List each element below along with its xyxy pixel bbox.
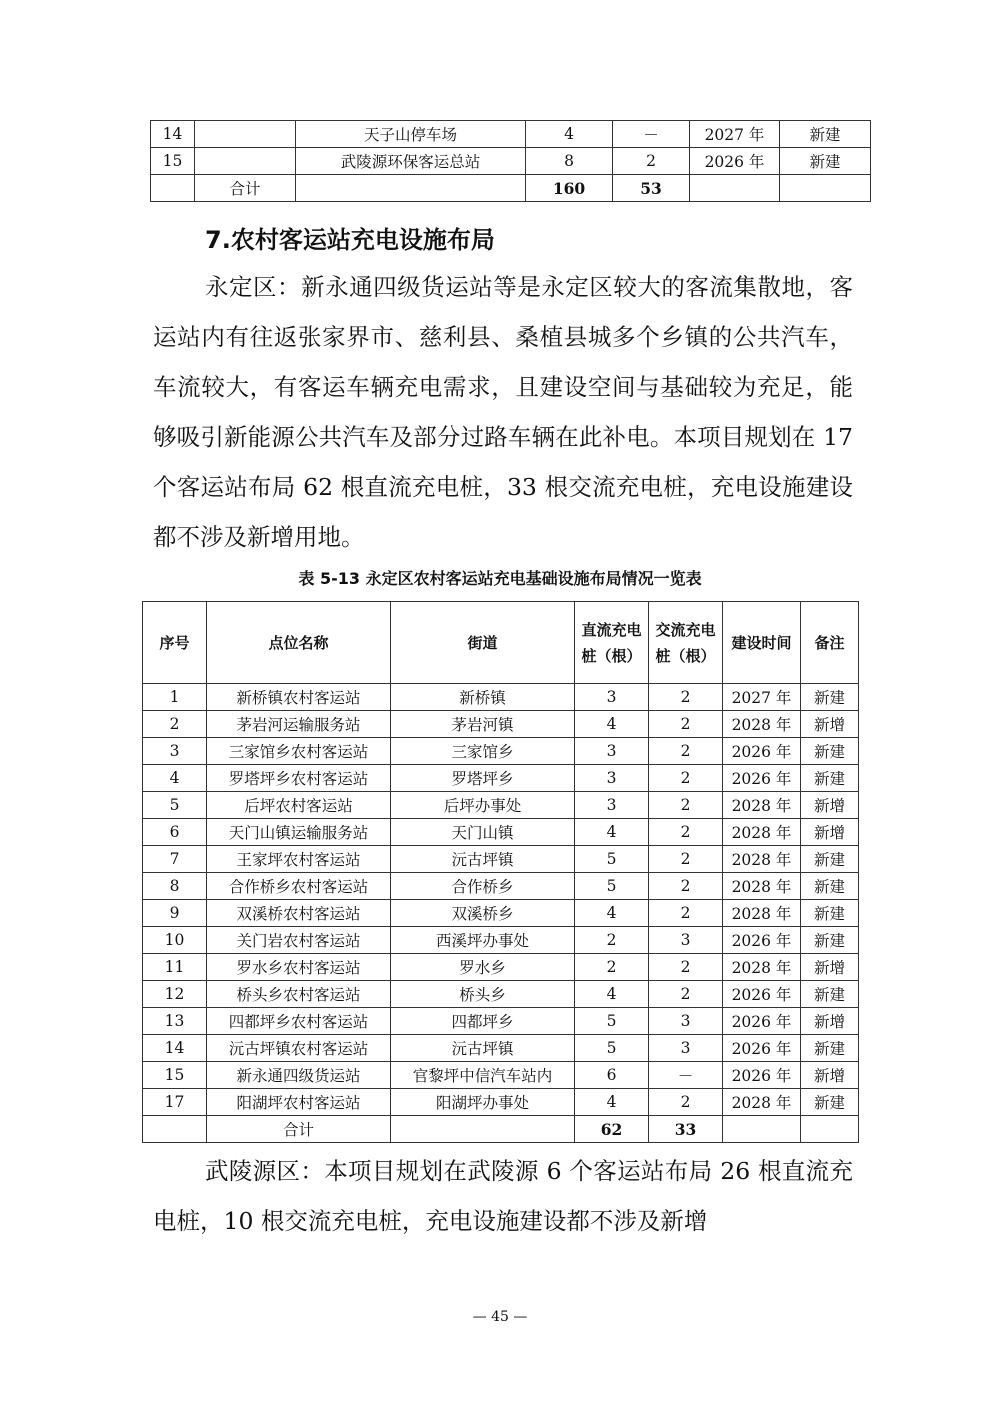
table-cell [151,175,195,202]
table-cell: 王家坪农村客运站 [207,846,391,873]
table-cell: 2026 年 [723,1062,801,1089]
table-cell: 4 [575,1089,649,1116]
table-cell: 5 [575,1035,649,1062]
table-cell: 3 [575,792,649,819]
table-cell: 沅古坪镇 [391,846,575,873]
table-cell: 2026 年 [723,1035,801,1062]
table-cell: 33 [649,1116,723,1143]
table-row [143,684,859,711]
table-cell: 4 [575,819,649,846]
table-cell: 西溪坪办事处 [391,927,575,954]
section-heading: 7.农村客运站充电设施布局 [205,226,495,254]
table-cell [296,175,526,202]
table-row [143,792,859,819]
header-row [143,602,859,684]
table-cell: 15 [151,148,195,175]
table-cell: 8 [526,148,613,175]
table-cell: 新建 [801,765,859,792]
column-header: 建设时间 [723,602,801,684]
table-cell: 14 [143,1035,207,1062]
table-cell: 12 [143,981,207,1008]
table-cell: 62 [575,1116,649,1143]
table-cell: 3 [575,684,649,711]
table-cell: 2 [649,954,723,981]
table-cell: 4 [143,765,207,792]
table-cell [801,1116,859,1143]
table-row [143,981,859,1008]
table-cell: 2 [649,765,723,792]
table-row [143,1035,859,1062]
table-cell [195,148,296,175]
table-cell: 7 [143,846,207,873]
table-cell: 四都坪乡农村客运站 [207,1008,391,1035]
table-cell: 3 [649,1008,723,1035]
table-cell: 2026 年 [690,148,780,175]
table-cell: 沅古坪镇 [391,1035,575,1062]
table-cell: 茅岩河运输服务站 [207,711,391,738]
table-cell: 茅岩河镇 [391,711,575,738]
table-cell: 2026 年 [723,927,801,954]
table-cell [143,1116,207,1143]
table-cell: 新建 [801,846,859,873]
table-cell: 5 [143,792,207,819]
table-cell: － [613,121,690,148]
table-cell: 合计 [207,1116,391,1143]
column-header: 点位名称 [207,602,391,684]
table-cell: 新永通四级货运站 [207,1062,391,1089]
table-cell: 2028 年 [723,873,801,900]
table-cell: 5 [575,873,649,900]
table-cell: 2 [649,1089,723,1116]
table-row [143,954,859,981]
table-cell: 4 [526,121,613,148]
table-cell [391,1116,575,1143]
table-cell: 2026 年 [723,738,801,765]
table-row [151,121,871,148]
table-cell: 新建 [801,1035,859,1062]
table-row [143,1089,859,1116]
table-cell: 2026 年 [723,981,801,1008]
table-cell: 双溪桥农村客运站 [207,900,391,927]
table-cell: 4 [575,981,649,1008]
table-cell: 15 [143,1062,207,1089]
table-cell: 新增 [801,819,859,846]
table-row [143,873,859,900]
table-cell: 合作桥乡 [391,873,575,900]
table-cell: 新桥镇 [391,684,575,711]
table-cell: 4 [575,711,649,738]
table-row [151,148,871,175]
table-cell: 后坪办事处 [391,792,575,819]
table-cell: 2 [649,819,723,846]
table-cell: 2 [649,900,723,927]
table-cell: 四都坪乡 [391,1008,575,1035]
table-cell: 2 [649,873,723,900]
table-row [143,900,859,927]
table-cell: 2028 年 [723,1089,801,1116]
column-header: 街道 [391,602,575,684]
table-cell: 新建 [801,738,859,765]
table-cell: 2028 年 [723,792,801,819]
table-row [143,927,859,954]
table-cell: 8 [143,873,207,900]
table-cell: 新建 [801,684,859,711]
table-cell [780,175,871,202]
table-cell: 160 [526,175,613,202]
table-cell: 13 [143,1008,207,1035]
table-cell: 双溪桥乡 [391,900,575,927]
table-cell: 3 [143,738,207,765]
table-cell: 阳湖坪办事处 [391,1089,575,1116]
table-cell: 53 [613,175,690,202]
table-cell: 3 [649,927,723,954]
table-cell: 2026 年 [723,1008,801,1035]
table-cell: 1 [143,684,207,711]
table-cell: 武陵源环保客运总站 [296,148,526,175]
table-cell: 6 [575,1062,649,1089]
table-row [143,1062,859,1089]
table-cell: 天门山镇 [391,819,575,846]
table-cell: 6 [143,819,207,846]
table-cell: 2027 年 [723,684,801,711]
table-cell: 17 [143,1089,207,1116]
table-cell: 2028 年 [723,819,801,846]
table-row [143,1008,859,1035]
charging-layout-table [142,601,859,1143]
table-cell: 2 [613,148,690,175]
table-cell: 5 [575,846,649,873]
table-cell: 新桥镇农村客运站 [207,684,391,711]
table-cell: 新建 [801,873,859,900]
table-row [143,819,859,846]
table-cell [723,1116,801,1143]
table-cell: 2028 年 [723,954,801,981]
table-cell: 2 [649,846,723,873]
table-cell: 三家馆乡 [391,738,575,765]
column-header: 交流充电桩（根） [649,602,723,684]
table-cell: 天门山镇运输服务站 [207,819,391,846]
table-cell: 后坪农村客运站 [207,792,391,819]
table-cell: 14 [151,121,195,148]
paragraph-yongding: 永定区：新永通四级货运站等是永定区较大的客流集散地，客运站内有往返张家界市、慈利县、桑植县城多个乡镇的公共汽车，车流较大，有客运车辆充电需求，且建设空间与基础较为充足，能够吸引新能源公共汽车及部分过路车辆在此补电。本项目规划在 17 个客运站布局 62 根直流充电桩，33 根交流充电桩，充电设施建设都不涉及新增用地。 [153,273,853,551]
table-row [143,846,859,873]
table-cell: 新增 [801,792,859,819]
table-cell: 罗塔坪乡 [391,765,575,792]
table-cell: 合作桥乡农村客运站 [207,873,391,900]
table-cell: 沅古坪镇农村客运站 [207,1035,391,1062]
table-cell: 2026 年 [723,765,801,792]
table-cell: 9 [143,900,207,927]
table-cell: 桥头乡农村客运站 [207,981,391,1008]
table-cell: 阳湖坪农村客运站 [207,1089,391,1116]
table-cell: 2 [649,792,723,819]
table-cell: 3 [575,765,649,792]
table-cell: 官黎坪中信汽车站内 [391,1062,575,1089]
table-cell: 新建 [801,927,859,954]
paragraph-wulingyuan: 武陵源区：本项目规划在武陵源 6 个客运站布局 26 根直流充电桩，10 根交流充电桩，充电设施建设都不涉及新增 [153,1157,853,1235]
table-cell: 2 [649,981,723,1008]
table-cell: 新建 [801,1089,859,1116]
table-cell: 新建 [780,121,871,148]
total-row [143,1116,859,1143]
table-cell: 新增 [801,711,859,738]
table-row [143,711,859,738]
table-cell: 关门岩农村客运站 [207,927,391,954]
table-cell: 罗水乡农村客运站 [207,954,391,981]
table-cell: 2 [649,711,723,738]
total-row [151,175,871,202]
table-cell: 罗水乡 [391,954,575,981]
table-cell: 桥头乡 [391,981,575,1008]
table-cell: 新增 [801,1008,859,1035]
table-cell: 2028 年 [723,711,801,738]
table-cell: 2 [575,927,649,954]
table-cell: 5 [575,1008,649,1035]
table-cell: 10 [143,927,207,954]
table-cell: 2 [649,738,723,765]
column-header: 备注 [801,602,859,684]
table-cell: 2 [143,711,207,738]
table-cell: 罗塔坪乡农村客运站 [207,765,391,792]
table-cell: 3 [649,1035,723,1062]
table-cell: 合计 [195,175,296,202]
column-header: 序号 [143,602,207,684]
table-cell [690,175,780,202]
table-cell: 2027 年 [690,121,780,148]
table-cell: － [649,1062,723,1089]
table-cell: 新建 [801,900,859,927]
page-number: — 45 — [472,1309,528,1325]
table-cell: 3 [575,738,649,765]
column-header: 直流充电桩（根） [575,602,649,684]
table-cell: 新建 [801,981,859,1008]
table-cell: 2028 年 [723,900,801,927]
table-cell: 新建 [780,148,871,175]
table-cell: 新增 [801,954,859,981]
table-cell: 天子山停车场 [296,121,526,148]
table-caption: 表 5-13 永定区农村客运站充电基础设施布局情况一览表 [298,569,702,588]
table-cell: 2028 年 [723,846,801,873]
table-cell: 4 [575,900,649,927]
table-cell [195,121,296,148]
table-cell: 新增 [801,1062,859,1089]
continued-table [150,120,871,202]
table-row [143,738,859,765]
table-cell: 三家馆乡农村客运站 [207,738,391,765]
table-cell: 2 [575,954,649,981]
table-cell: 11 [143,954,207,981]
table-row [143,765,859,792]
table-cell: 2 [649,684,723,711]
